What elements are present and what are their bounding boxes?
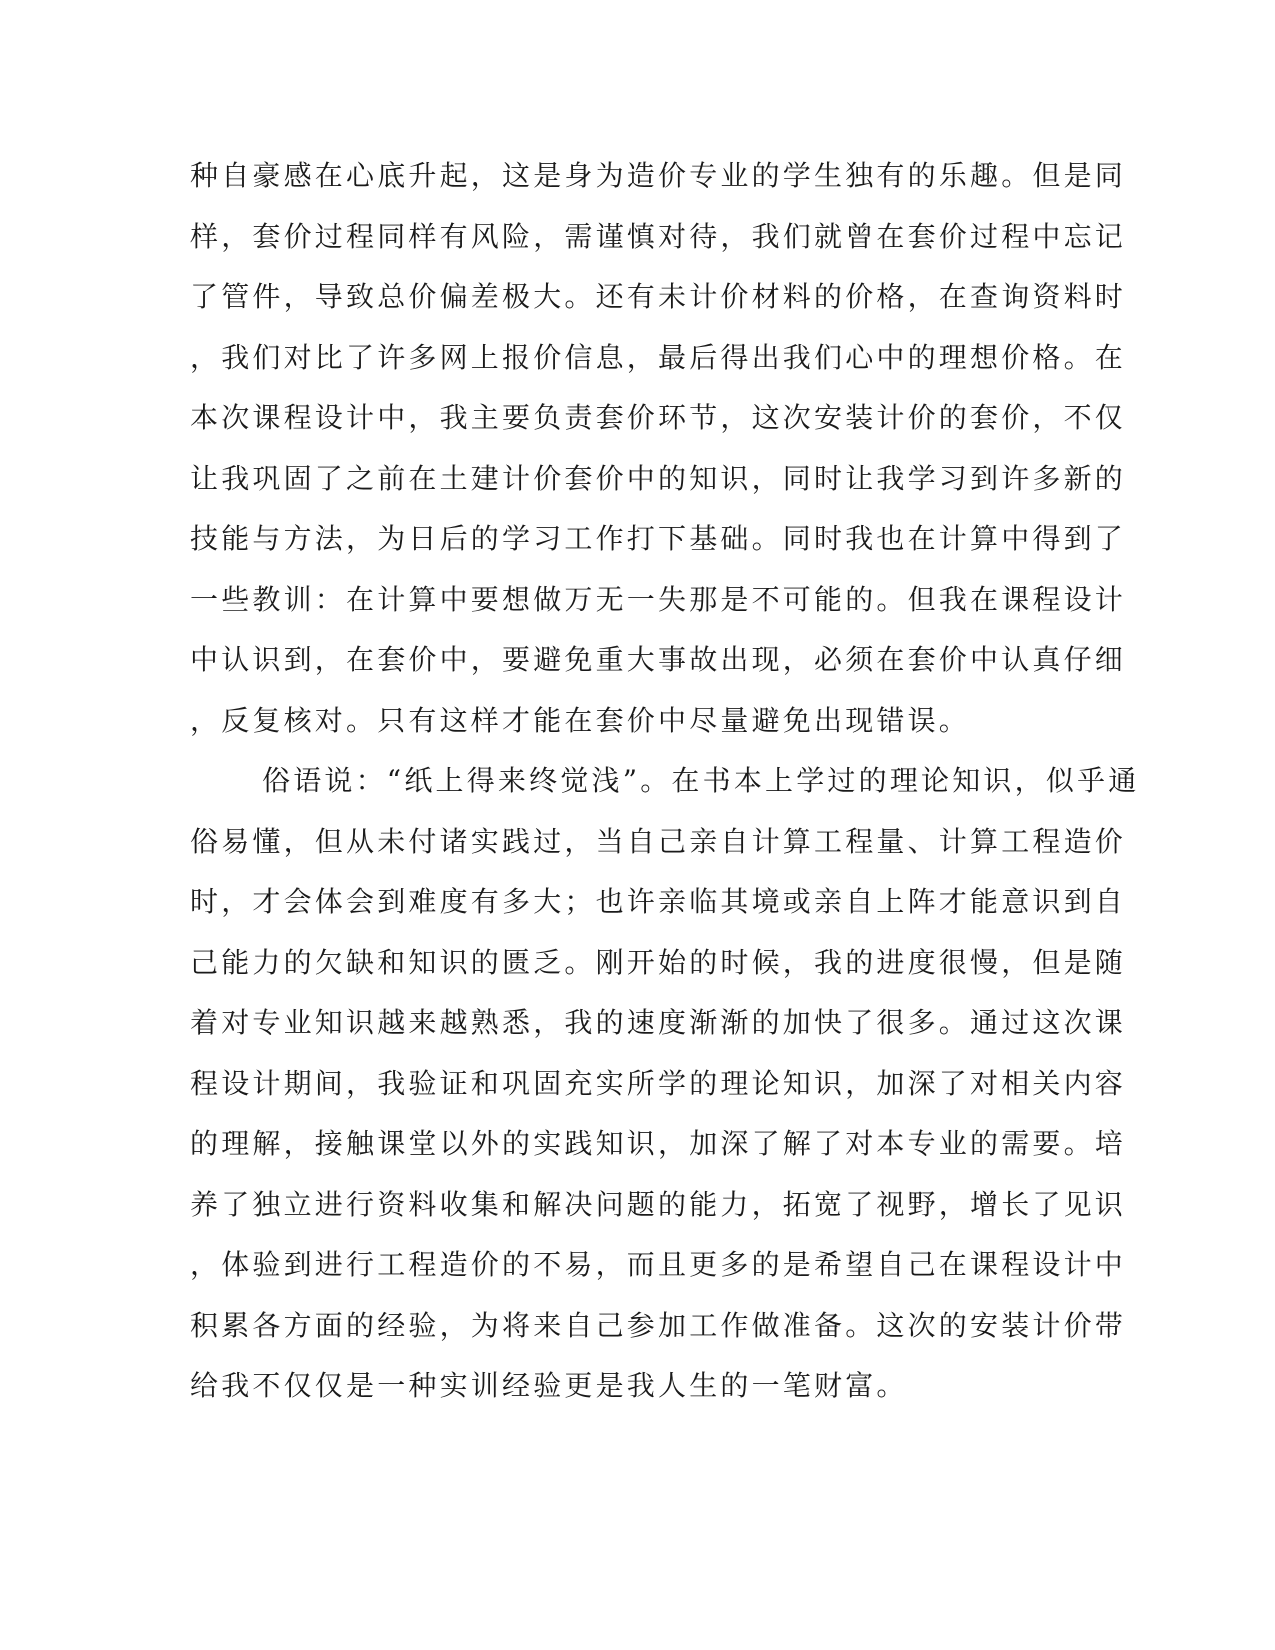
text-line: 着对专业知识越来越熟悉，我的速度渐渐的加快了很多。通过这次课 <box>190 1006 1127 1039</box>
text-line: 时，才会体会到难度有多大；也许亲临其境或亲自上阵才能意识到自 <box>190 885 1127 918</box>
text-line: 俗语说：“纸上得来终觉浅”。在书本上学过的理论知识，似乎通 <box>262 764 1140 797</box>
text-line: 积累各方面的经验，为将来自己参加工作做准备。这次的安装计价带 <box>190 1308 1127 1342</box>
text-line: 养了独立进行资料收集和解决问题的能力，拓宽了视野，增长了见识 <box>190 1187 1127 1221</box>
text-line: 俗易懂，但从未付诸实践过，当自己亲自计算工程量、计算工程造价 <box>190 824 1127 858</box>
paragraph-2 <box>190 763 1140 1429</box>
text-line: ，体验到进行工程造价的不易，而且更多的是希望自己在课程设计中 <box>190 1248 1127 1281</box>
text-line: ，反复核对。只有这样才能在套价中尽量避免出现错误。 <box>190 703 971 737</box>
text-line: 本次课程设计中，我主要负责套价环节，这次安装计价的套价，不仅 <box>190 401 1127 434</box>
text-line: 一些教训：在计算中要想做万无一失那是不可能的。但我在课程设计 <box>190 582 1127 616</box>
text-line: 种自豪感在心底升起，这是身为造价专业的学生独有的乐趣。但是同 <box>190 159 1127 192</box>
text-line: 己能力的欠缺和知识的匮乏。刚开始的时候，我的进度很慢，但是随 <box>190 945 1127 979</box>
body-text <box>190 158 1140 1429</box>
text-line: ，我们对比了许多网上报价信息，最后得出我们心中的理想价格。在 <box>190 340 1127 374</box>
paragraph-1 <box>190 158 1127 763</box>
text-line: 给我不仅仅是一种实训经验更是我人生的一笔财富。 <box>190 1369 908 1402</box>
text-line: 的理解，接触课堂以外的实践知识，加深了解了对本专业的需要。培 <box>190 1127 1127 1160</box>
text-line: 了管件，导致总价偏差极大。还有未计价材料的价格，在查询资料时 <box>190 280 1127 313</box>
text-line: 程设计期间，我验证和巩固充实所学的理论知识，加深了对相关内容 <box>190 1066 1127 1100</box>
text-line: 样，套价过程同样有风险，需谨慎对待，我们就曾在套价过程中忘记 <box>190 219 1127 253</box>
text-line: 让我巩固了之前在土建计价套价中的知识，同时让我学习到许多新的 <box>190 461 1127 495</box>
text-line: 技能与方法，为日后的学习工作打下基础。同时我也在计算中得到了 <box>190 522 1127 555</box>
text-line: 中认识到，在套价中，要避免重大事故出现，必须在套价中认真仔细 <box>190 643 1127 676</box>
